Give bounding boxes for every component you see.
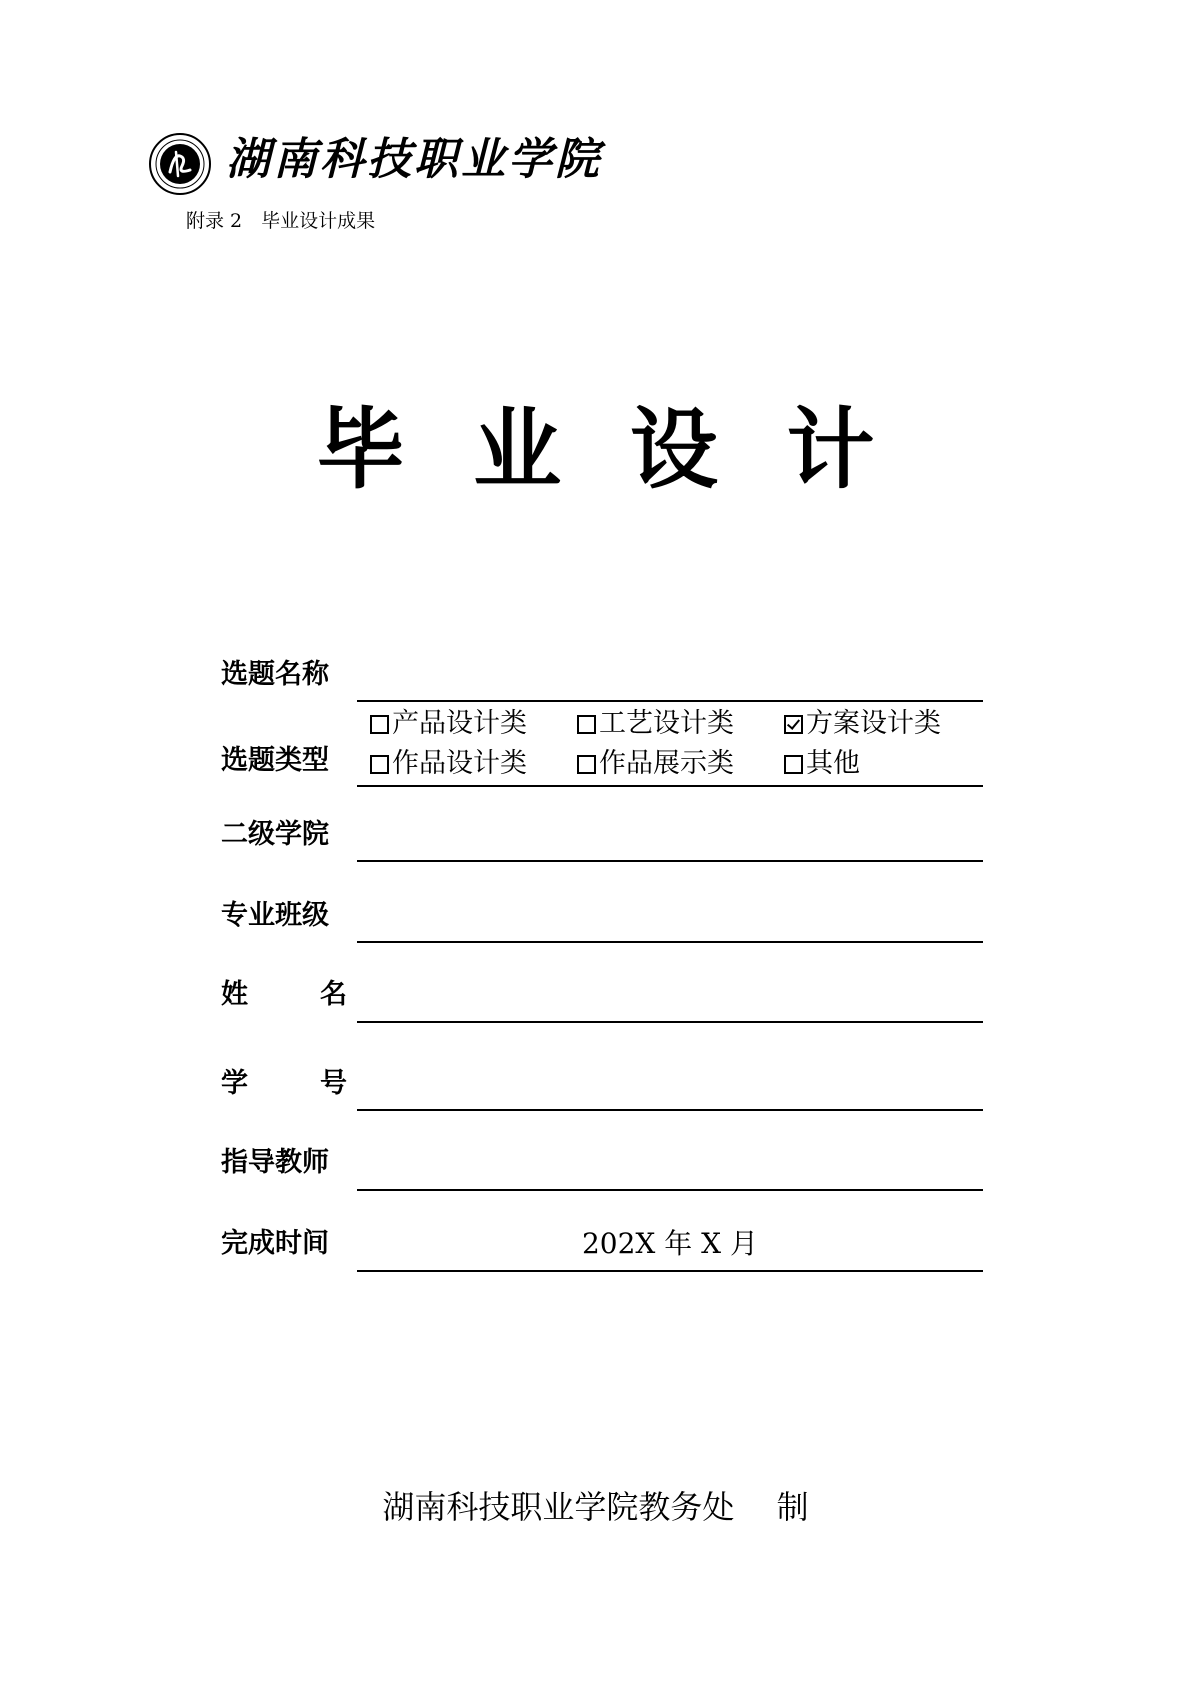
checkbox[interactable] [370,715,389,734]
title-char: 毕 [316,398,405,501]
advisor-label: 指导教师 [221,1147,329,1178]
checkbox-checked[interactable] [784,715,803,734]
advisor-line[interactable] [357,1189,983,1191]
completion-value: 202X 年 X 月 [581,1227,758,1260]
option-other[interactable]: 其他 [784,744,860,784]
topic-type-label: 选题类型 [221,745,329,776]
topic-name-label: 选题名称 [221,659,329,690]
class-label: 专业班级 [221,900,329,931]
option-craft-design[interactable]: 工艺设计类 [577,704,734,744]
topic-name-line[interactable] [357,700,983,702]
completion-label: 完成时间 [221,1228,329,1259]
title-char: 设 [629,398,718,501]
issuer-footer: 湖南科技职业学院教务处 制 [382,1488,809,1526]
option-product-design[interactable]: 产品设计类 [370,704,527,744]
option-plan-design[interactable]: 方案设计类 [784,704,941,744]
student-id-label: 学 号 [221,1068,347,1099]
checkbox[interactable] [784,755,803,774]
option-work-design[interactable]: 作品设计类 [370,744,527,784]
checkbox[interactable] [370,755,389,774]
student-id-line[interactable] [357,1109,983,1111]
checkbox[interactable] [577,755,596,774]
title-char: 业 [473,398,562,501]
completion-line[interactable] [357,1270,983,1272]
school-name: 湖南科技职业学院 [226,134,602,185]
college-line[interactable] [357,860,983,862]
name-line[interactable] [357,1021,983,1023]
title-char: 计 [786,398,875,501]
college-seal-icon [148,132,212,196]
appendix-label: 附录 2 毕业设计成果 [186,210,376,232]
topic-type-line [357,785,983,787]
name-label: 姓 名 [221,979,347,1010]
college-label: 二级学院 [221,819,329,850]
class-line[interactable] [357,941,983,943]
checkbox[interactable] [577,715,596,734]
option-work-display[interactable]: 作品展示类 [577,744,734,784]
page-title [0,400,1191,500]
